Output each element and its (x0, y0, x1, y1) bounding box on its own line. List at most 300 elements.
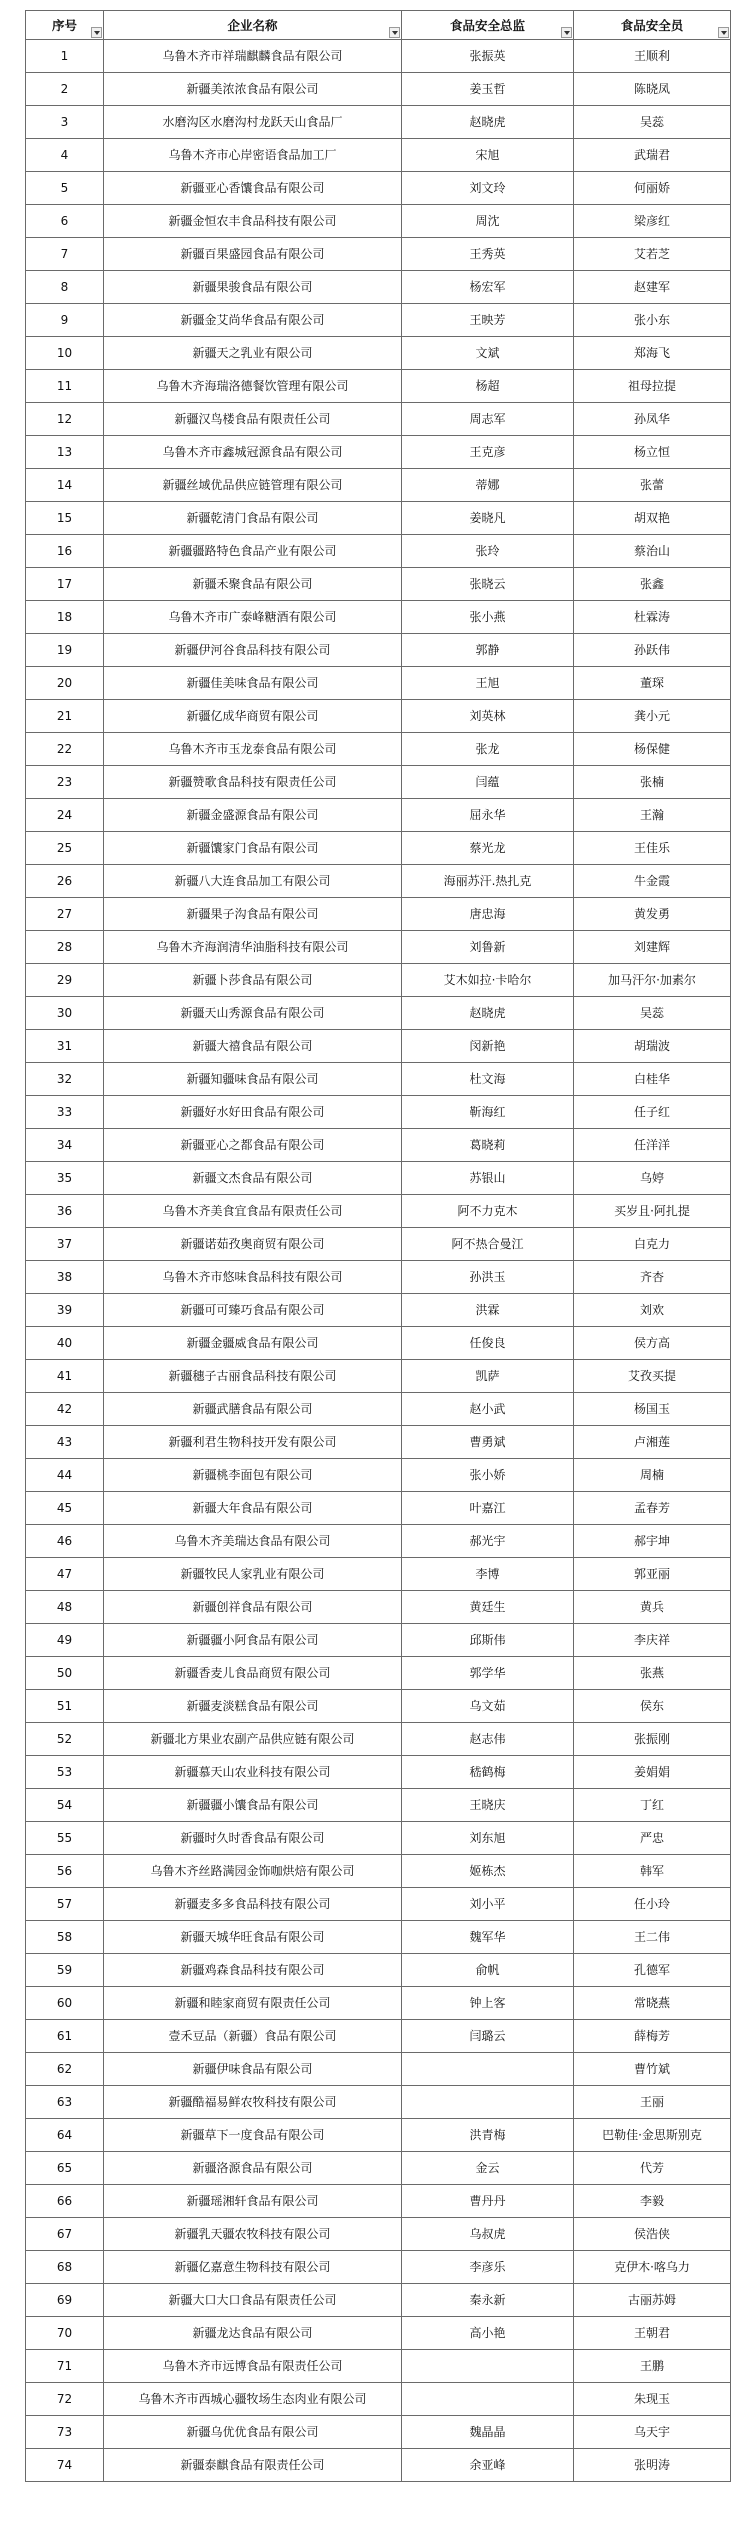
cell-food-safety-officer[interactable]: 张振刚 (574, 1723, 731, 1756)
cell-food-safety-director[interactable]: 乌叔虎 (402, 2218, 574, 2251)
cell-food-safety-director[interactable]: 杨超 (402, 370, 574, 403)
cell-food-safety-officer[interactable]: 杨保健 (574, 733, 731, 766)
cell-food-safety-officer[interactable]: 李毅 (574, 2185, 731, 2218)
cell-food-safety-director[interactable]: 郝光宇 (402, 1525, 574, 1558)
cell-serial-number[interactable]: 69 (26, 2284, 104, 2317)
cell-food-safety-director[interactable]: 阿不力克木 (402, 1195, 574, 1228)
cell-serial-number[interactable]: 47 (26, 1558, 104, 1591)
cell-food-safety-officer[interactable]: 侯方高 (574, 1327, 731, 1360)
cell-company-name[interactable]: 新疆亿嘉意生物科技有限公司 (104, 2251, 402, 2284)
cell-company-name[interactable]: 新疆赞歌食品科技有限责任公司 (104, 766, 402, 799)
cell-company-name[interactable]: 新疆伊河谷食品科技有限公司 (104, 634, 402, 667)
cell-serial-number[interactable]: 52 (26, 1723, 104, 1756)
cell-serial-number[interactable]: 46 (26, 1525, 104, 1558)
cell-company-name[interactable]: 新疆乳天疆农牧科技有限公司 (104, 2218, 402, 2251)
cell-food-safety-officer[interactable]: 薛梅芳 (574, 2020, 731, 2053)
cell-food-safety-officer[interactable]: 乌天宇 (574, 2416, 731, 2449)
cell-food-safety-director[interactable]: 魏军华 (402, 1921, 574, 1954)
cell-serial-number[interactable]: 58 (26, 1921, 104, 1954)
cell-company-name[interactable]: 乌鲁木齐市心岸密语食品加工厂 (104, 139, 402, 172)
cell-company-name[interactable]: 乌鲁木齐市鑫城冠源食品有限公司 (104, 436, 402, 469)
cell-company-name[interactable]: 新疆汉鸟楼食品有限责任公司 (104, 403, 402, 436)
cell-serial-number[interactable]: 12 (26, 403, 104, 436)
cell-company-name[interactable]: 乌鲁木齐市西城心疆牧场生态肉业有限公司 (104, 2383, 402, 2416)
cell-company-name[interactable]: 新疆利君生物科技开发有限公司 (104, 1426, 402, 1459)
cell-company-name[interactable]: 新疆诺茹孜奥商贸有限公司 (104, 1228, 402, 1261)
cell-serial-number[interactable]: 71 (26, 2350, 104, 2383)
cell-company-name[interactable]: 新疆金疆威食品有限公司 (104, 1327, 402, 1360)
cell-food-safety-officer[interactable]: 吴蕊 (574, 997, 731, 1030)
cell-food-safety-director[interactable]: 钟上客 (402, 1987, 574, 2020)
cell-food-safety-officer[interactable]: 祖母拉提 (574, 370, 731, 403)
cell-company-name[interactable]: 新疆乌优优食品有限公司 (104, 2416, 402, 2449)
cell-serial-number[interactable]: 26 (26, 865, 104, 898)
cell-company-name[interactable]: 乌鲁木齐海瑞洛德餐饮管理有限公司 (104, 370, 402, 403)
cell-food-safety-officer[interactable]: 郝宇坤 (574, 1525, 731, 1558)
cell-food-safety-director[interactable]: 余亚峰 (402, 2449, 574, 2482)
cell-company-name[interactable]: 乌鲁木齐市远博食品有限责任公司 (104, 2350, 402, 2383)
cell-food-safety-director[interactable]: 刘小平 (402, 1888, 574, 1921)
cell-serial-number[interactable]: 29 (26, 964, 104, 997)
cell-company-name[interactable]: 新疆天之乳业有限公司 (104, 337, 402, 370)
cell-company-name[interactable]: 新疆洛源食品有限公司 (104, 2152, 402, 2185)
cell-food-safety-officer[interactable]: 杨立恒 (574, 436, 731, 469)
cell-food-safety-director[interactable]: 叶嘉江 (402, 1492, 574, 1525)
cell-food-safety-director[interactable]: 曹丹丹 (402, 2185, 574, 2218)
cell-food-safety-officer[interactable]: 丁红 (574, 1789, 731, 1822)
cell-food-safety-officer[interactable]: 张楠 (574, 766, 731, 799)
cell-company-name[interactable]: 新疆牧民人家乳业有限公司 (104, 1558, 402, 1591)
cell-company-name[interactable]: 新疆亚心之都食品有限公司 (104, 1129, 402, 1162)
cell-food-safety-officer[interactable]: 白克力 (574, 1228, 731, 1261)
cell-serial-number[interactable]: 27 (26, 898, 104, 931)
cell-food-safety-director[interactable]: 宋旭 (402, 139, 574, 172)
filter-dropdown-icon[interactable] (91, 27, 102, 38)
cell-serial-number[interactable]: 19 (26, 634, 104, 667)
cell-serial-number[interactable]: 53 (26, 1756, 104, 1789)
cell-food-safety-director[interactable]: 靳海红 (402, 1096, 574, 1129)
cell-food-safety-officer[interactable]: 黄发勇 (574, 898, 731, 931)
cell-food-safety-director[interactable]: 刘文玲 (402, 172, 574, 205)
cell-food-safety-officer[interactable]: 孟春芳 (574, 1492, 731, 1525)
cell-food-safety-director[interactable]: 赵小武 (402, 1393, 574, 1426)
cell-food-safety-director[interactable]: 周沈 (402, 205, 574, 238)
cell-serial-number[interactable]: 15 (26, 502, 104, 535)
cell-serial-number[interactable]: 66 (26, 2185, 104, 2218)
cell-food-safety-director[interactable]: 张小燕 (402, 601, 574, 634)
cell-food-safety-officer[interactable]: 克伊木·喀乌力 (574, 2251, 731, 2284)
cell-company-name[interactable]: 新疆大禧食品有限公司 (104, 1030, 402, 1063)
cell-serial-number[interactable]: 9 (26, 304, 104, 337)
cell-food-safety-director[interactable]: 王映芳 (402, 304, 574, 337)
cell-food-safety-director[interactable]: 姜玉哲 (402, 73, 574, 106)
cell-food-safety-director[interactable]: 闵新艳 (402, 1030, 574, 1063)
cell-food-safety-director[interactable]: 刘鲁新 (402, 931, 574, 964)
cell-serial-number[interactable]: 22 (26, 733, 104, 766)
cell-food-safety-officer[interactable]: 王佳乐 (574, 832, 731, 865)
cell-company-name[interactable]: 新疆瑶湘轩食品有限公司 (104, 2185, 402, 2218)
cell-food-safety-officer[interactable]: 韩军 (574, 1855, 731, 1888)
cell-serial-number[interactable]: 5 (26, 172, 104, 205)
cell-food-safety-director[interactable]: 张龙 (402, 733, 574, 766)
cell-serial-number[interactable]: 16 (26, 535, 104, 568)
cell-company-name[interactable]: 水磨沟区水磨沟村龙跃天山食品厂 (104, 106, 402, 139)
cell-company-name[interactable]: 壹禾豆品（新疆）食品有限公司 (104, 2020, 402, 2053)
cell-food-safety-director[interactable]: 嵇鹤梅 (402, 1756, 574, 1789)
cell-food-safety-director[interactable]: 郭静 (402, 634, 574, 667)
cell-company-name[interactable]: 新疆鸡森食品科技有限公司 (104, 1954, 402, 1987)
cell-food-safety-director[interactable]: 黄廷生 (402, 1591, 574, 1624)
cell-serial-number[interactable]: 51 (26, 1690, 104, 1723)
cell-food-safety-officer[interactable]: 何丽娇 (574, 172, 731, 205)
cell-company-name[interactable]: 新疆百果盛园食品有限公司 (104, 238, 402, 271)
cell-food-safety-director[interactable]: 魏晶晶 (402, 2416, 574, 2449)
cell-company-name[interactable]: 新疆龙达食品有限公司 (104, 2317, 402, 2350)
cell-food-safety-officer[interactable]: 巴勒佳·金思斯别克 (574, 2119, 731, 2152)
cell-serial-number[interactable]: 21 (26, 700, 104, 733)
cell-company-name[interactable]: 新疆禾聚食品有限公司 (104, 568, 402, 601)
cell-company-name[interactable]: 新疆果子沟食品有限公司 (104, 898, 402, 931)
cell-food-safety-officer[interactable]: 李庆祥 (574, 1624, 731, 1657)
cell-serial-number[interactable]: 6 (26, 205, 104, 238)
cell-food-safety-director[interactable]: 蔡光龙 (402, 832, 574, 865)
cell-food-safety-officer[interactable]: 王瀚 (574, 799, 731, 832)
cell-food-safety-officer[interactable]: 白桂华 (574, 1063, 731, 1096)
cell-food-safety-officer[interactable]: 侯浩侠 (574, 2218, 731, 2251)
cell-food-safety-director[interactable]: 王旭 (402, 667, 574, 700)
cell-food-safety-director[interactable]: 闫璐云 (402, 2020, 574, 2053)
cell-company-name[interactable]: 新疆创祥食品有限公司 (104, 1591, 402, 1624)
cell-company-name[interactable]: 乌鲁木齐美瑞达食品有限公司 (104, 1525, 402, 1558)
cell-company-name[interactable]: 新疆草下一度食品有限公司 (104, 2119, 402, 2152)
cell-company-name[interactable]: 新疆馕家门食品有限公司 (104, 832, 402, 865)
filter-dropdown-icon[interactable] (561, 27, 572, 38)
cell-company-name[interactable]: 新疆麦多多食品科技有限公司 (104, 1888, 402, 1921)
cell-food-safety-director[interactable]: 张小娇 (402, 1459, 574, 1492)
cell-food-safety-officer[interactable]: 曹竹斌 (574, 2053, 731, 2086)
cell-serial-number[interactable]: 11 (26, 370, 104, 403)
cell-food-safety-director[interactable]: 文斌 (402, 337, 574, 370)
cell-food-safety-officer[interactable]: 乌婷 (574, 1162, 731, 1195)
cell-food-safety-director[interactable]: 阿不热合曼江 (402, 1228, 574, 1261)
cell-serial-number[interactable]: 62 (26, 2053, 104, 2086)
cell-company-name[interactable]: 新疆美浓浓食品有限公司 (104, 73, 402, 106)
cell-serial-number[interactable]: 37 (26, 1228, 104, 1261)
cell-serial-number[interactable]: 3 (26, 106, 104, 139)
cell-serial-number[interactable]: 20 (26, 667, 104, 700)
cell-food-safety-director[interactable]: 海丽苏汗.热扎克 (402, 865, 574, 898)
cell-serial-number[interactable]: 1 (26, 40, 104, 73)
cell-food-safety-director[interactable]: 蒂娜 (402, 469, 574, 502)
cell-food-safety-officer[interactable]: 孙跃伟 (574, 634, 731, 667)
cell-serial-number[interactable]: 36 (26, 1195, 104, 1228)
cell-serial-number[interactable]: 38 (26, 1261, 104, 1294)
cell-company-name[interactable]: 新疆天山秀源食品有限公司 (104, 997, 402, 1030)
cell-serial-number[interactable]: 54 (26, 1789, 104, 1822)
cell-company-name[interactable]: 新疆麦淡糕食品有限公司 (104, 1690, 402, 1723)
cell-company-name[interactable]: 新疆亚心香馕食品有限公司 (104, 172, 402, 205)
cell-company-name[interactable]: 新疆卜莎食品有限公司 (104, 964, 402, 997)
cell-serial-number[interactable]: 23 (26, 766, 104, 799)
cell-serial-number[interactable]: 45 (26, 1492, 104, 1525)
cell-food-safety-director[interactable]: 李博 (402, 1558, 574, 1591)
cell-company-name[interactable]: 新疆酷福易鲜农牧科技有限公司 (104, 2086, 402, 2119)
cell-food-safety-officer[interactable]: 任子红 (574, 1096, 731, 1129)
filter-dropdown-icon[interactable] (718, 27, 729, 38)
cell-food-safety-officer[interactable]: 张鑫 (574, 568, 731, 601)
cell-food-safety-director[interactable]: 葛晓莉 (402, 1129, 574, 1162)
cell-company-name[interactable]: 新疆伊味食品有限公司 (104, 2053, 402, 2086)
cell-food-safety-director[interactable]: 高小艳 (402, 2317, 574, 2350)
cell-company-name[interactable]: 新疆泰麒食品有限责任公司 (104, 2449, 402, 2482)
cell-serial-number[interactable]: 14 (26, 469, 104, 502)
cell-food-safety-officer[interactable]: 胡双艳 (574, 502, 731, 535)
cell-serial-number[interactable]: 28 (26, 931, 104, 964)
cell-food-safety-officer[interactable]: 蔡治山 (574, 535, 731, 568)
cell-food-safety-director[interactable]: 凯萨 (402, 1360, 574, 1393)
cell-serial-number[interactable]: 17 (26, 568, 104, 601)
cell-company-name[interactable]: 新疆佳美味食品有限公司 (104, 667, 402, 700)
cell-company-name[interactable]: 新疆金艾尚华食品有限公司 (104, 304, 402, 337)
cell-food-safety-director[interactable]: 李彦乐 (402, 2251, 574, 2284)
cell-company-name[interactable]: 新疆果骏食品有限公司 (104, 271, 402, 304)
cell-food-safety-officer[interactable]: 艾孜买提 (574, 1360, 731, 1393)
cell-food-safety-officer[interactable]: 杜霖涛 (574, 601, 731, 634)
cell-food-safety-officer[interactable]: 董琛 (574, 667, 731, 700)
cell-food-safety-director[interactable]: 苏银山 (402, 1162, 574, 1195)
cell-food-safety-director[interactable]: 杜文海 (402, 1063, 574, 1096)
cell-serial-number[interactable]: 33 (26, 1096, 104, 1129)
cell-food-safety-officer[interactable]: 陈晓凤 (574, 73, 731, 106)
cell-company-name[interactable]: 新疆疆小阿食品有限公司 (104, 1624, 402, 1657)
cell-food-safety-director[interactable]: 赵志伟 (402, 1723, 574, 1756)
cell-serial-number[interactable]: 65 (26, 2152, 104, 2185)
cell-serial-number[interactable]: 40 (26, 1327, 104, 1360)
cell-serial-number[interactable]: 4 (26, 139, 104, 172)
cell-serial-number[interactable]: 49 (26, 1624, 104, 1657)
cell-food-safety-director[interactable]: 秦永新 (402, 2284, 574, 2317)
cell-company-name[interactable]: 新疆武膳食品有限公司 (104, 1393, 402, 1426)
cell-company-name[interactable]: 乌鲁木齐海润清华油脂科技有限公司 (104, 931, 402, 964)
cell-food-safety-officer[interactable]: 赵建军 (574, 271, 731, 304)
cell-food-safety-director[interactable]: 刘英林 (402, 700, 574, 733)
cell-food-safety-officer[interactable]: 孔德军 (574, 1954, 731, 1987)
cell-company-name[interactable]: 新疆大年食品有限公司 (104, 1492, 402, 1525)
cell-company-name[interactable]: 新疆好水好田食品有限公司 (104, 1096, 402, 1129)
cell-serial-number[interactable]: 24 (26, 799, 104, 832)
cell-food-safety-director[interactable]: 张玲 (402, 535, 574, 568)
cell-food-safety-officer[interactable]: 任小玲 (574, 1888, 731, 1921)
cell-company-name[interactable]: 新疆桃李面包有限公司 (104, 1459, 402, 1492)
cell-food-safety-officer[interactable]: 龚小元 (574, 700, 731, 733)
cell-company-name[interactable]: 新疆乾清门食品有限公司 (104, 502, 402, 535)
cell-serial-number[interactable]: 35 (26, 1162, 104, 1195)
cell-serial-number[interactable]: 18 (26, 601, 104, 634)
cell-food-safety-director[interactable]: 金云 (402, 2152, 574, 2185)
cell-company-name[interactable]: 新疆丝域优品供应链管理有限公司 (104, 469, 402, 502)
cell-serial-number[interactable]: 72 (26, 2383, 104, 2416)
cell-serial-number[interactable]: 42 (26, 1393, 104, 1426)
cell-serial-number[interactable]: 2 (26, 73, 104, 106)
cell-company-name[interactable]: 新疆疆小馕食品有限公司 (104, 1789, 402, 1822)
cell-company-name[interactable]: 新疆天城华旺食品有限公司 (104, 1921, 402, 1954)
cell-food-safety-officer[interactable]: 侯东 (574, 1690, 731, 1723)
cell-serial-number[interactable]: 48 (26, 1591, 104, 1624)
cell-food-safety-officer[interactable]: 郑海飞 (574, 337, 731, 370)
cell-food-safety-officer[interactable]: 黄兵 (574, 1591, 731, 1624)
cell-food-safety-director[interactable] (402, 2086, 574, 2119)
cell-food-safety-director[interactable]: 俞帆 (402, 1954, 574, 1987)
cell-food-safety-director[interactable]: 任俊良 (402, 1327, 574, 1360)
cell-food-safety-director[interactable]: 张振英 (402, 40, 574, 73)
cell-food-safety-director[interactable]: 王晓庆 (402, 1789, 574, 1822)
cell-food-safety-officer[interactable]: 姜娟娟 (574, 1756, 731, 1789)
cell-food-safety-director[interactable]: 周志军 (402, 403, 574, 436)
cell-serial-number[interactable]: 43 (26, 1426, 104, 1459)
cell-food-safety-officer[interactable]: 刘建辉 (574, 931, 731, 964)
cell-company-name[interactable]: 新疆知疆味食品有限公司 (104, 1063, 402, 1096)
cell-serial-number[interactable]: 57 (26, 1888, 104, 1921)
cell-food-safety-officer[interactable]: 孙凤华 (574, 403, 731, 436)
cell-food-safety-director[interactable]: 王秀英 (402, 238, 574, 271)
cell-serial-number[interactable]: 13 (26, 436, 104, 469)
cell-food-safety-officer[interactable]: 王顺利 (574, 40, 731, 73)
cell-food-safety-officer[interactable]: 王鹏 (574, 2350, 731, 2383)
cell-food-safety-director[interactable]: 洪霖 (402, 1294, 574, 1327)
cell-food-safety-officer[interactable]: 张蕾 (574, 469, 731, 502)
cell-serial-number[interactable]: 73 (26, 2416, 104, 2449)
cell-food-safety-director[interactable]: 王克彦 (402, 436, 574, 469)
cell-food-safety-officer[interactable]: 古丽苏姆 (574, 2284, 731, 2317)
cell-food-safety-director[interactable]: 杨宏军 (402, 271, 574, 304)
cell-food-safety-director[interactable]: 邱斯伟 (402, 1624, 574, 1657)
cell-food-safety-director[interactable]: 孙洪玉 (402, 1261, 574, 1294)
cell-serial-number[interactable]: 25 (26, 832, 104, 865)
cell-serial-number[interactable]: 68 (26, 2251, 104, 2284)
cell-company-name[interactable]: 新疆穗子古丽食品科技有限公司 (104, 1360, 402, 1393)
cell-food-safety-director[interactable]: 赵晓虎 (402, 997, 574, 1030)
cell-food-safety-director[interactable]: 乌文茹 (402, 1690, 574, 1723)
cell-food-safety-officer[interactable]: 周楠 (574, 1459, 731, 1492)
cell-food-safety-officer[interactable]: 买岁且·阿扎提 (574, 1195, 731, 1228)
cell-food-safety-officer[interactable]: 武瑞君 (574, 139, 731, 172)
cell-company-name[interactable]: 新疆金恒农丰食品科技有限公司 (104, 205, 402, 238)
cell-company-name[interactable]: 新疆慕天山农业科技有限公司 (104, 1756, 402, 1789)
cell-company-name[interactable]: 新疆金盛源食品有限公司 (104, 799, 402, 832)
cell-food-safety-director[interactable]: 赵晓虎 (402, 106, 574, 139)
cell-food-safety-officer[interactable]: 常晓燕 (574, 1987, 731, 2020)
cell-company-name[interactable]: 乌鲁木齐丝路满园金饰咖烘焙有限公司 (104, 1855, 402, 1888)
cell-serial-number[interactable]: 30 (26, 997, 104, 1030)
cell-food-safety-officer[interactable]: 艾若芝 (574, 238, 731, 271)
cell-food-safety-officer[interactable]: 杨国玉 (574, 1393, 731, 1426)
cell-food-safety-officer[interactable]: 牛金霞 (574, 865, 731, 898)
cell-serial-number[interactable]: 70 (26, 2317, 104, 2350)
cell-food-safety-director[interactable]: 郭学华 (402, 1657, 574, 1690)
cell-serial-number[interactable]: 61 (26, 2020, 104, 2053)
filter-dropdown-icon[interactable] (389, 27, 400, 38)
cell-company-name[interactable]: 新疆大口大口食品有限责任公司 (104, 2284, 402, 2317)
cell-food-safety-officer[interactable]: 张明涛 (574, 2449, 731, 2482)
cell-food-safety-director[interactable]: 姬栋杰 (402, 1855, 574, 1888)
cell-food-safety-director[interactable]: 姜晓凡 (402, 502, 574, 535)
cell-food-safety-officer[interactable]: 齐杏 (574, 1261, 731, 1294)
cell-company-name[interactable]: 新疆和睦家商贸有限责任公司 (104, 1987, 402, 2020)
cell-food-safety-officer[interactable]: 胡瑞波 (574, 1030, 731, 1063)
cell-company-name[interactable]: 乌鲁木齐市玉龙泰食品有限公司 (104, 733, 402, 766)
cell-serial-number[interactable]: 67 (26, 2218, 104, 2251)
cell-serial-number[interactable]: 34 (26, 1129, 104, 1162)
cell-food-safety-director[interactable]: 唐忠海 (402, 898, 574, 931)
cell-serial-number[interactable]: 39 (26, 1294, 104, 1327)
cell-food-safety-director[interactable]: 刘东旭 (402, 1822, 574, 1855)
cell-company-name[interactable]: 新疆亿成华商贸有限公司 (104, 700, 402, 733)
cell-food-safety-officer[interactable]: 朱现玉 (574, 2383, 731, 2416)
cell-food-safety-officer[interactable]: 吴蕊 (574, 106, 731, 139)
cell-serial-number[interactable]: 44 (26, 1459, 104, 1492)
cell-serial-number[interactable]: 41 (26, 1360, 104, 1393)
cell-serial-number[interactable]: 56 (26, 1855, 104, 1888)
cell-serial-number[interactable]: 59 (26, 1954, 104, 1987)
cell-serial-number[interactable]: 8 (26, 271, 104, 304)
cell-food-safety-director[interactable]: 张晓云 (402, 568, 574, 601)
cell-food-safety-director[interactable]: 闫蕴 (402, 766, 574, 799)
cell-food-safety-director[interactable] (402, 2350, 574, 2383)
cell-serial-number[interactable]: 32 (26, 1063, 104, 1096)
cell-food-safety-officer[interactable]: 任洋洋 (574, 1129, 731, 1162)
cell-food-safety-director[interactable] (402, 2053, 574, 2086)
cell-company-name[interactable]: 新疆北方果业农副产品供应链有限公司 (104, 1723, 402, 1756)
cell-food-safety-director[interactable]: 曹勇斌 (402, 1426, 574, 1459)
cell-company-name[interactable]: 新疆疆路特色食品产业有限公司 (104, 535, 402, 568)
cell-food-safety-officer[interactable]: 卢湘莲 (574, 1426, 731, 1459)
cell-food-safety-officer[interactable]: 梁彦红 (574, 205, 731, 238)
cell-food-safety-officer[interactable]: 刘欢 (574, 1294, 731, 1327)
cell-food-safety-director[interactable] (402, 2383, 574, 2416)
cell-serial-number[interactable]: 74 (26, 2449, 104, 2482)
cell-serial-number[interactable]: 63 (26, 2086, 104, 2119)
cell-serial-number[interactable]: 50 (26, 1657, 104, 1690)
cell-company-name[interactable]: 新疆可可臻巧食品有限公司 (104, 1294, 402, 1327)
cell-serial-number[interactable]: 64 (26, 2119, 104, 2152)
cell-food-safety-director[interactable]: 洪青梅 (402, 2119, 574, 2152)
cell-food-safety-officer[interactable]: 郭亚丽 (574, 1558, 731, 1591)
cell-serial-number[interactable]: 60 (26, 1987, 104, 2020)
cell-company-name[interactable]: 乌鲁木齐市悠味食品科技有限公司 (104, 1261, 402, 1294)
cell-food-safety-officer[interactable]: 严忠 (574, 1822, 731, 1855)
cell-food-safety-officer[interactable]: 王朝君 (574, 2317, 731, 2350)
cell-serial-number[interactable]: 31 (26, 1030, 104, 1063)
cell-food-safety-director[interactable]: 屈永华 (402, 799, 574, 832)
cell-company-name[interactable]: 乌鲁木齐市祥瑞麒麟食品有限公司 (104, 40, 402, 73)
cell-food-safety-officer[interactable]: 代芳 (574, 2152, 731, 2185)
cell-serial-number[interactable]: 10 (26, 337, 104, 370)
cell-serial-number[interactable]: 55 (26, 1822, 104, 1855)
cell-food-safety-officer[interactable]: 张小东 (574, 304, 731, 337)
cell-food-safety-officer[interactable]: 加马汗尔·加素尔 (574, 964, 731, 997)
cell-serial-number[interactable]: 7 (26, 238, 104, 271)
cell-food-safety-officer[interactable]: 王二伟 (574, 1921, 731, 1954)
cell-food-safety-director[interactable]: 艾木如拉·卡哈尔 (402, 964, 574, 997)
cell-company-name[interactable]: 乌鲁木齐市广泰峰糖酒有限公司 (104, 601, 402, 634)
cell-company-name[interactable]: 新疆八大连食品加工有限公司 (104, 865, 402, 898)
cell-company-name[interactable]: 乌鲁木齐美食宜食品有限责任公司 (104, 1195, 402, 1228)
cell-food-safety-officer[interactable]: 王丽 (574, 2086, 731, 2119)
cell-company-name[interactable]: 新疆香麦儿食品商贸有限公司 (104, 1657, 402, 1690)
cell-food-safety-officer[interactable]: 张燕 (574, 1657, 731, 1690)
cell-company-name[interactable]: 新疆文杰食品有限公司 (104, 1162, 402, 1195)
cell-company-name[interactable]: 新疆时久时香食品有限公司 (104, 1822, 402, 1855)
